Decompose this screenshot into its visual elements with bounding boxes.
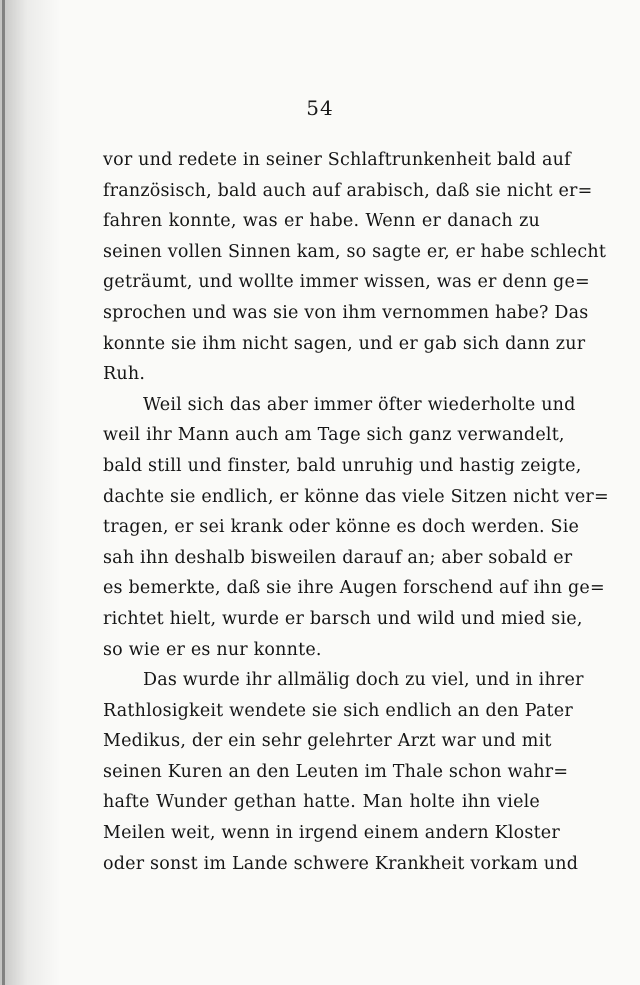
text-line: französisch, bald auch auf arabisch, daß sie nicht er= (103, 180, 593, 201)
text-line: oder sonst im Lande schwere Krankheit vorkam und (103, 853, 579, 874)
paragraph-2 (103, 390, 609, 665)
page-number: 54 (306, 96, 334, 120)
text-line: Meilen weit, wenn in irgend einem andern Kloster (103, 823, 560, 844)
text-line: tragen, er sei krank oder könne es doch werden. Sie (103, 517, 580, 538)
text-line: Das wurde ihr allmälig doch zu viel, und in ihrer (143, 670, 584, 691)
text-line: seinen vollen Sinnen kam, so sagte er, er habe schlecht (103, 241, 607, 262)
text-body (103, 145, 609, 879)
text-line: Rathlosigkeit wendete sie sich endlich an den Pater (103, 700, 573, 721)
text-line: weil ihr Mann auch am Tage sich ganz verwandelt, (103, 425, 565, 446)
text-line: geträumt, und wollte immer wissen, was er denn ge= (103, 272, 590, 293)
text-line: so wie er es nur konnte. (103, 639, 322, 660)
text-line: konnte sie ihm nicht sagen, und er gab sich dann zur (103, 333, 586, 354)
text-line: hafte Wunder gethan hatte. Man holte ihn viele (103, 792, 540, 813)
text-line: Ruh. (103, 364, 146, 385)
text-line: es bemerkte, daß sie ihre Augen forschend auf ihn ge= (103, 578, 605, 599)
text-line: sah ihn deshalb bisweilen darauf an; aber sobald er (103, 547, 573, 568)
binding-edge (2, 0, 5, 985)
text-line: Medikus, der ein sehr gelehrter Arzt war und mit (103, 731, 552, 752)
text-line: dachte sie endlich, er könne das viele Sitzen nicht ver= (103, 486, 609, 507)
text-line: fahren konnte, was er habe. Wenn er danach zu (103, 211, 540, 232)
text-line: seinen Kuren an den Leuten im Thale schon wahr= (103, 761, 569, 782)
text-line: bald still und finster, bald unruhig und hastig zeigte, (103, 455, 582, 476)
text-line: richtet hielt, wurde er barsch und wild und mied sie, (103, 608, 583, 629)
text-line: Weil sich das aber immer öfter wiederholte und (143, 394, 576, 415)
binding-shadow (0, 0, 60, 985)
text-line: vor und redete in seiner Schlaftrunkenheit bald auf (103, 150, 571, 170)
paragraph-3 (103, 665, 584, 879)
text-line: sprochen und was sie von ihm vernommen habe? Das (103, 302, 589, 323)
paragraph-1 (103, 145, 607, 390)
